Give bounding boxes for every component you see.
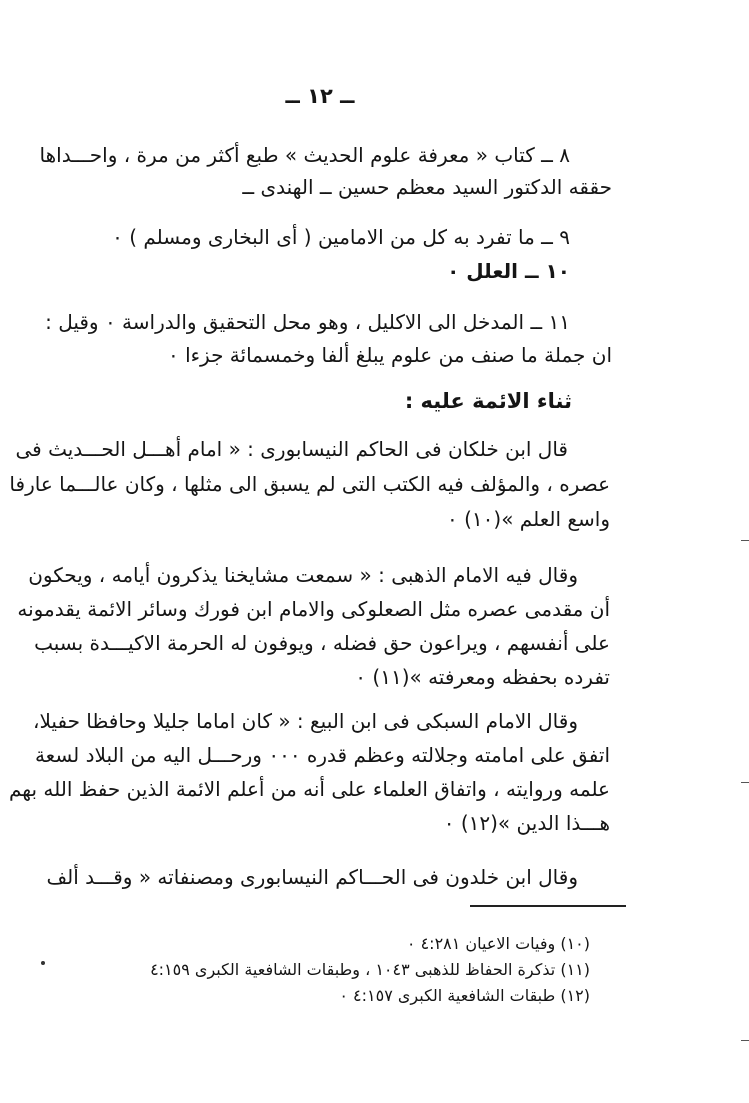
section-heading: ثناء الائمة عليه :: [404, 389, 572, 413]
para-2-line-2: أن مقدمى عصره مثل الصعلوكى والامام ابن فورك وسائر الائمة يقدمونه: [17, 597, 610, 621]
scan-edge-mark: [741, 1040, 749, 1041]
list-item-8-line-1: ٨ ــ كتاب « معرفة علوم الحديث » طبع أكثر من مرة ، واحـــداها: [39, 143, 570, 167]
para-3-line-1: وقال الامام السبكى فى ابن البيع : « كان اماما جليلا وحافظا حفيلا،: [33, 709, 578, 733]
para-3-line-4: هـــذا الدين »(١٢) ٠: [443, 811, 610, 835]
footnote-10: (١٠) وفيات الاعيان ٤:٢٨١ ٠: [406, 934, 590, 953]
para-1-line-1: قال ابن خلكان فى الحاكم النيسابورى : « امام أهـــل الحـــديث فى: [15, 437, 568, 461]
list-item-11-line-2: ان جملة ما صنف من علوم يبلغ ألفا وخمسمائة جزءا ٠: [167, 343, 612, 367]
scan-speck: [41, 961, 45, 965]
para-2-line-1: وقال فيه الامام الذهبى : « سمعت مشايخنا يذكرون أيامه ، ويحكون: [28, 563, 578, 587]
para-2-line-3: على أنفسهم ، ويراعون حق فضله ، ويوفون له الحرمة الاكيـــدة بسبب: [34, 631, 610, 655]
page-number: ــ ١٢ ــ: [285, 84, 355, 108]
para-1-line-3: واسع العلم »(١٠) ٠: [446, 507, 610, 531]
list-item-8-line-2: حققه الدكتور السيد معظم حسين ــ الهندى ــ: [242, 175, 612, 199]
footnote-12: (١٢) طبقات الشافعية الكبرى ٤:١٥٧ ٠: [339, 986, 590, 1005]
para-4-line-1: وقال ابن خلدون فى الحـــاكم النيسابورى ومصنفاته « وقـــد ألف: [46, 865, 578, 889]
list-item-11-line-1: ١١ ــ المدخل الى الاكليل ، وهو محل التحقيق والدراسة ٠ وقيل :: [45, 310, 570, 334]
para-3-line-3: علمه وروايته ، واتفاق العلماء على أنه من أعلم الائمة الذين حفظ الله بهم: [8, 777, 610, 801]
footnote-11: (١١) تذكرة الحفاظ للذهبى ١٠٤٣ ، وطبقات الشافعية الكبرى ٤:١٥٩: [150, 960, 590, 979]
footnote-separator: [470, 905, 626, 907]
list-item-9: ٩ ــ ما تفرد به كل من الامامين ( أى البخارى ومسلم ) ٠: [112, 225, 570, 249]
para-1-line-2: عصره ، والمؤلف فيه الكتب التى لم يسبق الى مثلها ، وكان عالـــما عارفا: [9, 472, 610, 496]
scan-edge-mark: [741, 782, 749, 783]
para-3-line-2: اتفق على امامته وجلالته وعظم قدره ٠٠٠ ورحـــل اليه من البلاد لسعة: [34, 743, 610, 767]
list-item-10: ١٠ ــ العلل ٠: [447, 259, 570, 283]
scan-edge-mark: [741, 540, 749, 541]
para-2-line-4: تفرده بحفظه ومعرفته »(١١) ٠: [355, 665, 610, 689]
